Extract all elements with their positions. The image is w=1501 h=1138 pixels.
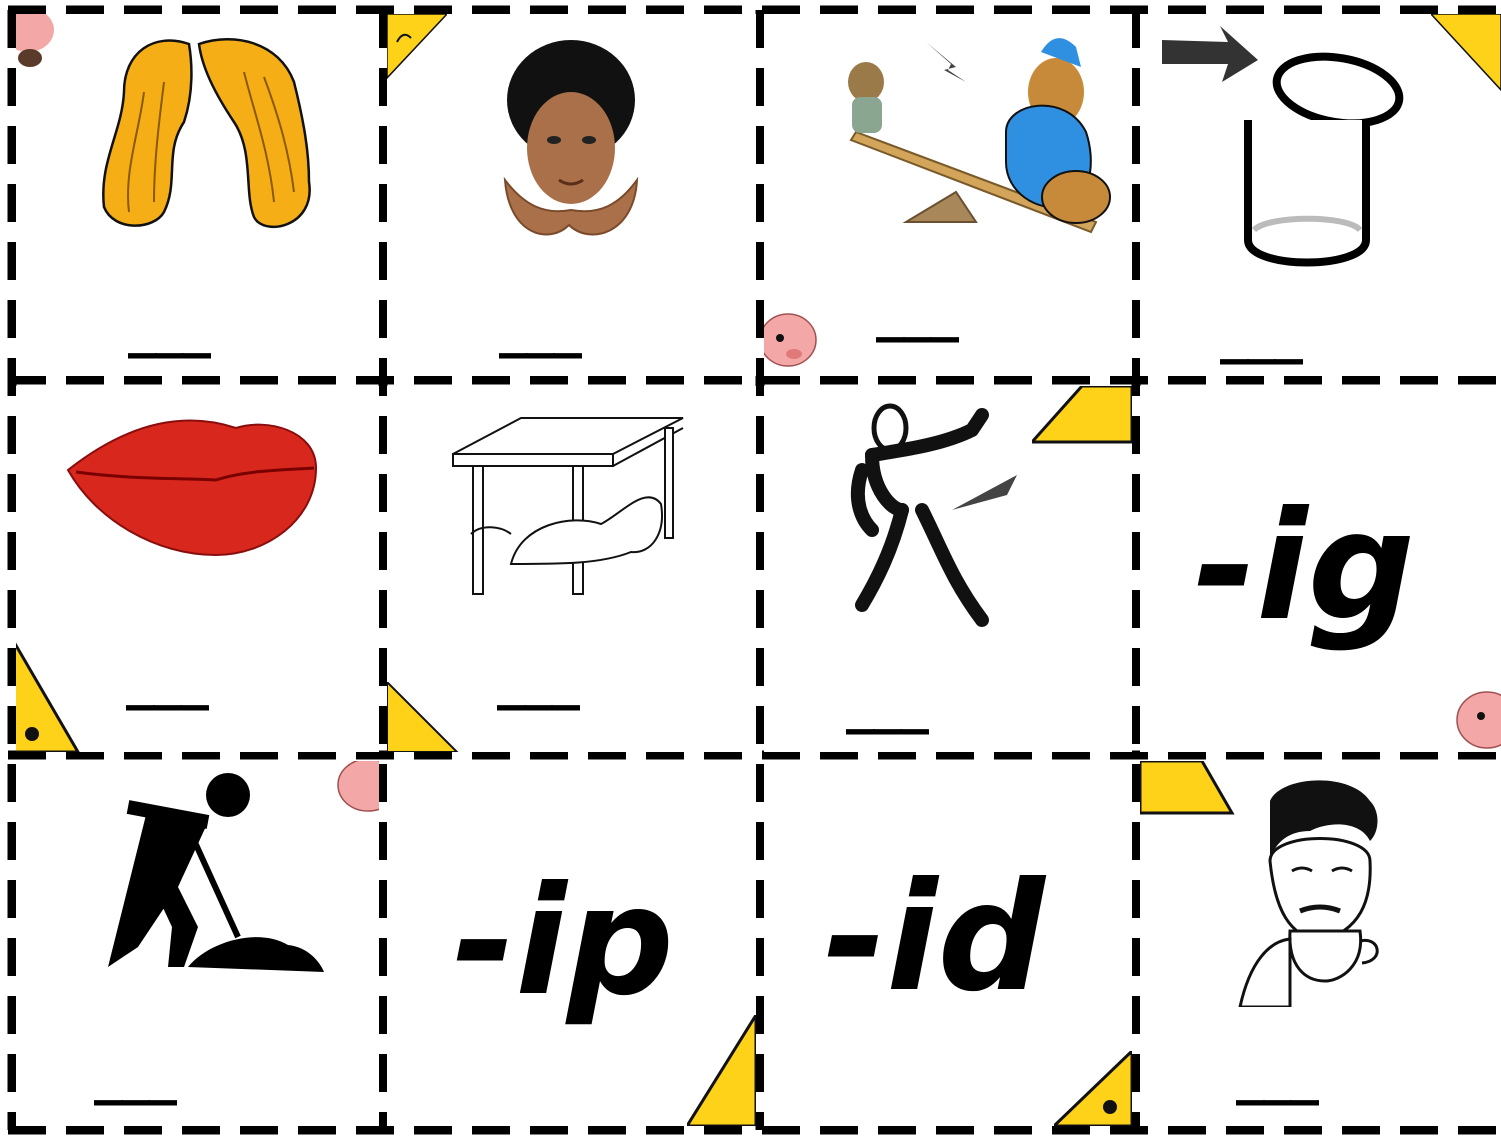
word-blank: ___ (846, 667, 927, 735)
lips-icon (66, 410, 322, 556)
word-blank: ___ (876, 275, 957, 343)
wig-icon (94, 32, 324, 232)
card-hip[interactable] (764, 386, 1132, 752)
kid-icon (499, 30, 649, 250)
digging-icon (88, 767, 324, 973)
word-blank: ___ (497, 643, 578, 711)
man-sipping-icon (1220, 771, 1420, 1007)
pig-corner-icon (16, 14, 58, 68)
hip-icon (832, 400, 1032, 630)
pig-corner-icon (764, 308, 834, 376)
word-blank: ___ (126, 643, 207, 711)
warning-sign-corner-icon (16, 642, 84, 752)
warning-sign-corner-icon (1431, 14, 1501, 94)
card-big[interactable] (764, 14, 1132, 376)
card-ig[interactable] (1140, 386, 1501, 752)
word-blank: ___ (94, 1038, 175, 1106)
card-wig[interactable] (16, 14, 379, 376)
card-sip[interactable] (1140, 761, 1501, 1126)
card-id[interactable] (764, 761, 1132, 1126)
card-lid[interactable] (1140, 14, 1501, 376)
word-blank: ___ (128, 291, 209, 359)
word-ending: -ip (453, 855, 675, 1029)
jar-lid-icon (1158, 20, 1408, 270)
hiding-under-table-icon (451, 414, 687, 598)
card-ip[interactable] (387, 761, 756, 1126)
word-ending: -id (824, 851, 1046, 1025)
card-kid[interactable] (387, 14, 756, 376)
word-ending: -ig (1194, 480, 1416, 654)
card-lip[interactable] (16, 386, 379, 752)
warning-sign-corner-icon (387, 682, 459, 752)
pig-corner-icon (1451, 684, 1501, 752)
warning-sign-corner-icon (1054, 1051, 1132, 1126)
pig-corner-icon (328, 761, 379, 821)
card-hid[interactable] (387, 386, 756, 752)
word-blank: ___ (499, 291, 580, 359)
seesaw-big-icon (836, 22, 1116, 238)
word-blank: ___ (1220, 297, 1301, 365)
warning-sign-corner-icon (687, 1015, 756, 1126)
card-dig[interactable] (16, 761, 379, 1126)
warning-sign-corner-icon (387, 14, 447, 80)
word-blank: ___ (1236, 1038, 1317, 1106)
warning-sign-corner-icon (1032, 386, 1132, 446)
